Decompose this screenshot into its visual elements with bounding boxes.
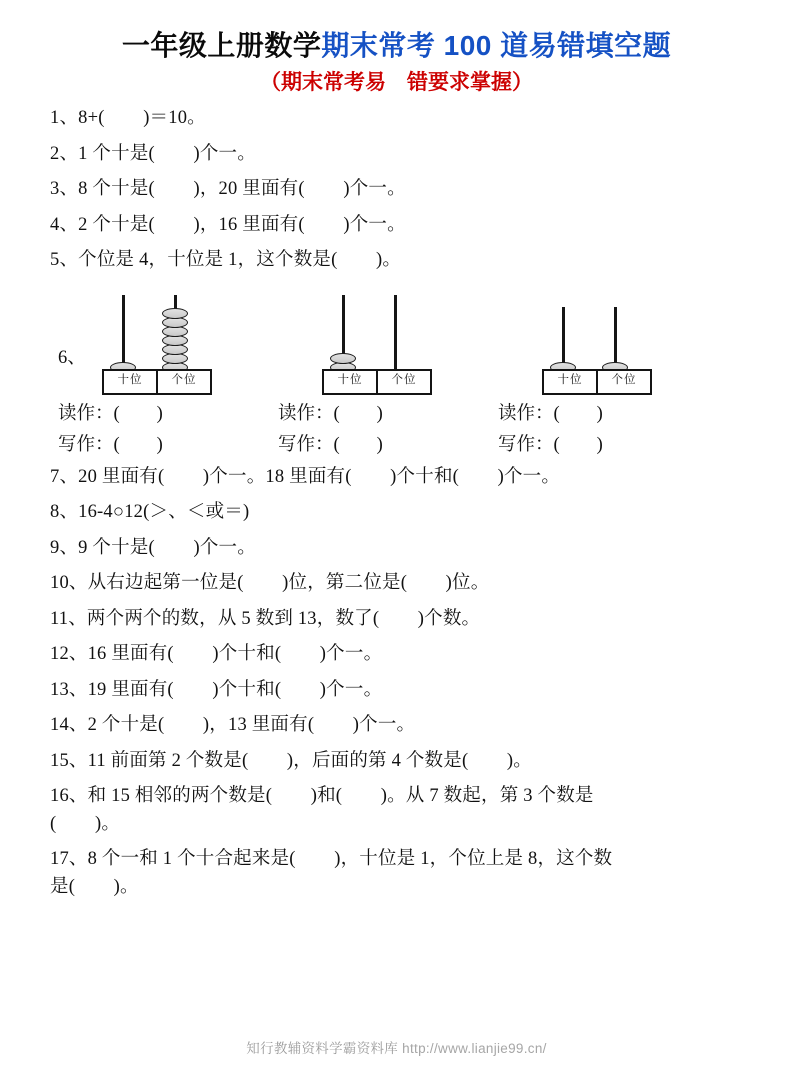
- question-item-16: 16、和 15 相邻的两个数是( )和( )。从 7 数起，第 3 个数是: [50, 786, 594, 807]
- abacus-diagram-2: [322, 295, 434, 395]
- read-aloud-blank-3: 读作：( ): [498, 403, 603, 424]
- page-title: [42, 0, 751, 65]
- question-list: [42, 109, 751, 896]
- question-item-17: 17、8 个一和 1 个十合起来是( )，十位是 1，个位上是 8，这个数: [50, 849, 613, 870]
- question-item-11: 11、两个两个的数，从 5 数到 13，数了( )个数。: [50, 608, 481, 629]
- question-item-8: 8、16-4○12(＞、＜或＝): [50, 502, 250, 523]
- abacus-2-ones-label: 个位: [391, 373, 417, 386]
- abacus-3-base: [542, 369, 652, 395]
- question-item-9: 9、9 个十是( )个一。: [50, 537, 256, 558]
- abacus-1-tens-label: 十位: [104, 371, 158, 393]
- question-item-5: 5、个位是 4，十位是 1，这个数是( )。: [50, 250, 402, 271]
- abacus-diagram-1: [102, 295, 214, 395]
- question-item-16-continuation: ( )。: [50, 813, 121, 834]
- abacus-2-tens-bead: [330, 353, 356, 364]
- read-aloud-blank-1: 读作：( ): [58, 403, 163, 424]
- abacus-1-tens-rod: [122, 295, 125, 371]
- question-item-12: 12、16 里面有( )个十和( )个一。: [50, 644, 383, 665]
- abacus-1-ones-label: 个位: [171, 373, 197, 386]
- footer-watermark: [0, 1037, 793, 1057]
- abacus-3-tens-label: 十位: [544, 371, 598, 393]
- question-item-10: 10、从右边起第一位是( )位，第二位是( )位。: [50, 573, 490, 594]
- question-item-3: 3、8 个十是( )，20 里面有( )个一。: [50, 179, 406, 200]
- abacus-diagram-3: [542, 295, 654, 395]
- question-item-2: 2、1 个十是( )个一。: [50, 143, 256, 164]
- footer-brand: 知行教辅资料学霸资料库: [246, 1041, 403, 1056]
- abacus-2-ones-rod: [394, 295, 397, 371]
- footer-site-url: http://www.lianjie99.cn/: [402, 1041, 547, 1056]
- abacus-3-ones-label: 个位: [611, 373, 637, 386]
- abacus-1-ones-bead: [162, 308, 188, 319]
- read-aloud-row: [50, 405, 751, 424]
- question-item-15: 15、11 前面第 2 个数是( )，后面的第 4 个数是( )。: [50, 750, 532, 771]
- page-subtitle: （期末常考易 错要求掌握）: [260, 70, 533, 94]
- read-aloud-blank-2: 读作：( ): [278, 403, 383, 424]
- write-number-row: [50, 436, 751, 455]
- write-number-blank-1: 写作：( ): [58, 435, 163, 456]
- question-item-4: 4、2 个十是( )，16 里面有( )个一。: [50, 214, 406, 235]
- question-item-6: [50, 287, 751, 395]
- question-item-7: 7、20 里面有( )个一。18 里面有( )个十和( )个一。: [50, 466, 561, 487]
- question-item-13: 13、19 里面有( )个十和( )个一。: [50, 679, 383, 700]
- abacus-1-base: [102, 369, 212, 395]
- question-item-14: 14、2 个十是( )，13 里面有( )个一。: [50, 715, 416, 736]
- page-title-blue-segment: 期末常考 100 道易错填空题: [321, 30, 672, 61]
- write-number-blank-3: 写作：( ): [498, 435, 603, 456]
- write-number-blank-2: 写作：( ): [278, 435, 383, 456]
- page-title-black-segment: 一年级上册数学: [121, 30, 322, 61]
- question-item-17-continuation: 是( )。: [50, 876, 139, 897]
- question-6-number: 6、: [58, 347, 86, 368]
- abacus-2-tens-label: 十位: [324, 371, 378, 393]
- abacus-2-base: [322, 369, 432, 395]
- question-item-1: 1、8+( )＝10。: [50, 108, 206, 129]
